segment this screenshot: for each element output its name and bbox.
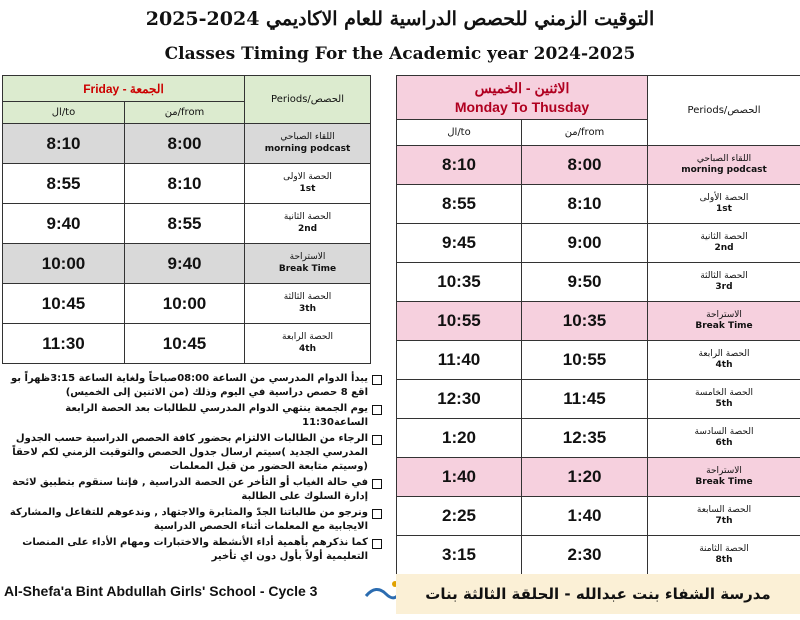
friday-row — [3, 124, 371, 164]
period-name-english: morning podcast — [264, 143, 351, 154]
monday-to-header: ال/to — [397, 120, 522, 146]
monday-label-ar: الاثنين - الخميس — [474, 80, 570, 97]
monday-thursday-schedule-table — [396, 75, 800, 575]
period-name-english: 1st — [299, 183, 316, 194]
period-name-arabic: الحصة الاولى — [283, 172, 332, 183]
monday-to-time: 11:40 — [397, 341, 522, 380]
friday-rows — [3, 124, 371, 364]
monday-period-label — [648, 380, 800, 419]
period-name-english: Break Time — [278, 263, 337, 274]
monday-to-time: 10:35 — [397, 263, 522, 302]
monday-from-time: 1:40 — [522, 497, 648, 536]
friday-row — [3, 324, 371, 364]
monday-to-time: 8:55 — [397, 185, 522, 224]
monday-to-time: 12:30 — [397, 380, 522, 419]
period-name-arabic: الحصة السابعة — [696, 504, 752, 515]
monday-to-time: 9:45 — [397, 224, 522, 263]
friday-label-en: Friday — [83, 81, 120, 96]
friday-from-time: 10:00 — [125, 284, 245, 324]
friday-period-label — [245, 324, 371, 364]
period-name-english: 3rd — [715, 282, 733, 292]
note-item: يوم الجمعة ينتهي الدوام المدرسي للطالبات بعد الحصة الرابعة الساعة11:30 — [2, 402, 382, 430]
monday-to-time: 8:10 — [397, 146, 522, 185]
monday-period-label — [648, 146, 800, 185]
period-name-arabic: الحصة الثانية — [700, 231, 748, 242]
monday-rows — [397, 146, 800, 575]
note-item: في حالة الغياب أو التأخر عن الحصة الدراسية , فإننا سنقوم بتطبيق لائحة إدارة السلوك على الطالبة — [2, 476, 382, 504]
monday-from-header: من/from — [522, 120, 648, 146]
period-name-arabic: الاستراحة — [706, 465, 742, 476]
period-name-arabic: الحصة الرابعة — [282, 332, 333, 343]
monday-row — [397, 185, 800, 224]
monday-to-time: 2:25 — [397, 497, 522, 536]
monday-row — [397, 341, 800, 380]
monday-from-time: 10:55 — [522, 341, 648, 380]
monday-row — [397, 497, 800, 536]
period-name-arabic: الحصة الثامنة — [699, 543, 749, 554]
period-name-english: 8th — [715, 555, 733, 565]
period-name-arabic: الاستراحة — [289, 252, 326, 263]
period-name-arabic: الحصة الثالثة — [700, 270, 748, 281]
monday-row — [397, 458, 800, 497]
period-name-english: morning podcast — [681, 165, 767, 175]
period-name-english: Break Time — [695, 321, 753, 331]
monday-label-en: Monday To Thusday — [454, 98, 590, 115]
monday-to-time: 1:40 — [397, 458, 522, 497]
monday-to-time: 10:55 — [397, 302, 522, 341]
monday-period-label — [648, 185, 800, 224]
friday-to-header: ال/to — [3, 102, 125, 124]
period-name-english: 2nd — [297, 223, 318, 234]
monday-from-time: 10:35 — [522, 302, 648, 341]
friday-to-time: 10:45 — [3, 284, 125, 324]
friday-period-label — [245, 284, 371, 324]
note-item: ونرجو من طالباتنا الجدّ والمثابرة والاجتهاد , وندعوهم للتفاعل والمشاركة الايجابية مع المعلمات أثناء الحصص الدراسية — [2, 506, 382, 534]
friday-from-time: 10:45 — [125, 324, 245, 364]
friday-row — [3, 204, 371, 244]
friday-period-label — [245, 124, 371, 164]
friday-periods-header: Periods/الحصص — [245, 76, 371, 124]
monday-row — [397, 224, 800, 263]
monday-to-time: 1:20 — [397, 419, 522, 458]
monday-period-label — [648, 341, 800, 380]
monday-period-label — [648, 458, 800, 497]
period-name-english: 4th — [299, 343, 316, 354]
friday-from-time: 9:40 — [125, 244, 245, 284]
period-name-arabic: الحصة الأولى — [699, 192, 749, 203]
period-name-arabic: الحصة الثانية — [283, 212, 332, 223]
friday-to-time: 11:30 — [3, 324, 125, 364]
period-name-arabic: الحصة الثالثة — [283, 292, 332, 303]
friday-from-time: 8:10 — [125, 164, 245, 204]
monday-row — [397, 419, 800, 458]
period-name-arabic: اللقاء الصباحي — [696, 153, 752, 164]
monday-from-time: 9:00 — [522, 224, 648, 263]
monday-from-time: 1:20 — [522, 458, 648, 497]
period-name-english: 7th — [715, 516, 733, 526]
friday-to-time: 8:10 — [3, 124, 125, 164]
monday-period-label — [648, 263, 800, 302]
monday-period-label — [648, 419, 800, 458]
monday-period-label — [648, 536, 800, 575]
friday-row — [3, 164, 371, 204]
note-item: الرجاء من الطالبات الالتزام بحضور كافة الحصص الدراسية حسب الجدول المدرسي الجديد )سيتم ارسال جدول الحصص والتوقيت الزمني لكم لاحقاً (وسيتم متابعة الحضور من قبل المعلمات — [2, 432, 382, 474]
period-name-english: Break Time — [695, 477, 753, 487]
monday-from-time: 12:35 — [522, 419, 648, 458]
period-name-english: 5th — [715, 399, 733, 409]
period-name-arabic: الحصة الرابعة — [698, 348, 750, 359]
period-name-arabic: الاستراحة — [706, 309, 742, 320]
friday-from-header: من/from — [125, 102, 245, 124]
monday-period-label — [648, 224, 800, 263]
friday-row — [3, 284, 371, 324]
monday-day-header — [397, 76, 648, 120]
monday-from-time: 11:45 — [522, 380, 648, 419]
school-name-arabic: مدرسة الشفاء بنت عبدالله - الحلقة الثالثة بنات — [396, 574, 800, 614]
friday-row — [3, 244, 371, 284]
monday-period-label — [648, 497, 800, 536]
page-title-english: Classes Timing For the Academic year 2024-2025 — [164, 44, 636, 64]
friday-day-header — [3, 76, 245, 102]
period-name-arabic: اللقاء الصباحي — [280, 132, 335, 143]
monday-from-time: 8:10 — [522, 185, 648, 224]
friday-to-time: 10:00 — [3, 244, 125, 284]
monday-row — [397, 380, 800, 419]
school-name-english: Al-Shefa'a Bint Abdullah Girls' School - Cycle 3 — [4, 583, 318, 599]
period-name-arabic: الحصة الخامسة — [694, 387, 753, 398]
monday-row — [397, 536, 800, 575]
friday-period-label — [245, 244, 371, 284]
monday-from-time: 8:00 — [522, 146, 648, 185]
period-name-english: 6th — [715, 438, 733, 448]
monday-from-time: 2:30 — [522, 536, 648, 575]
period-name-english: 2nd — [714, 243, 734, 253]
period-name-english: 4th — [715, 360, 733, 370]
monday-from-time: 9:50 — [522, 263, 648, 302]
period-name-arabic: الحصة السادسة — [694, 426, 754, 437]
monday-to-time: 3:15 — [397, 536, 522, 575]
period-name-english: 1st — [716, 204, 732, 214]
monday-row — [397, 302, 800, 341]
friday-period-label — [245, 164, 371, 204]
period-name-english: 3th — [299, 303, 316, 314]
friday-schedule-table — [2, 75, 371, 364]
friday-from-time: 8:00 — [125, 124, 245, 164]
friday-to-time: 8:55 — [3, 164, 125, 204]
friday-to-time: 9:40 — [3, 204, 125, 244]
notes-list — [2, 372, 382, 566]
monday-periods-header: Periods/الحصص — [648, 76, 800, 146]
friday-from-time: 8:55 — [125, 204, 245, 244]
note-item: يبدأ الدوام المدرسي من الساعة 08:00صباحاً ولغاية الساعة 3:15ظهراً بو اقع 8 حصص دراسية في اليوم وذلك (من الاثنين إلى الخميس) — [2, 372, 382, 400]
friday-period-label — [245, 204, 371, 244]
page-title-arabic: التوقيت الزمني للحصص الدراسية للعام الاكاديمي 2024-2025 — [145, 8, 655, 30]
monday-row — [397, 263, 800, 302]
monday-row — [397, 146, 800, 185]
monday-period-label — [648, 302, 800, 341]
note-item: كما نذكرهم بأهمية أداء الأنشطة والاختبارات ومهام الأداء على المنصات التعليمية أولاً بأول دون اي تأخير — [2, 536, 382, 564]
friday-label-ar: الجمعة - — [122, 81, 164, 96]
